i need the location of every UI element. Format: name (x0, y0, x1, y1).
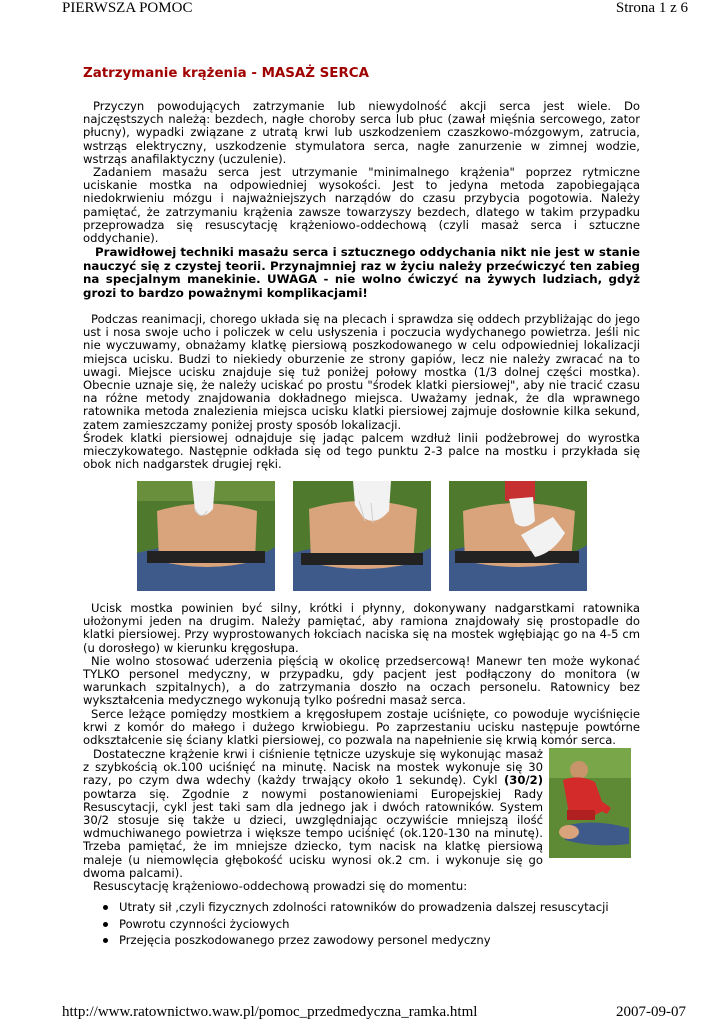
paragraph-continue-until: Resuscytację krążeniowo-oddechową prowadzi się do momentu: (93, 879, 468, 894)
cycle-section (83, 748, 543, 893)
paragraph-compression: Ucisk mostka powinien być silny, krótki i płynny, dokonywany nadgarstkami ratownika ułożonymi jeden na drugim. Należy pamiętać, aby ramiona znajdowały się prostopadle do klatki piersiowej. Przy wyprostowanych łokciach naciska się na mostek wgłębiając go na 4-5 cm (u dorosłego) w kierunku kręgosłupa. (83, 601, 640, 655)
compression-section (83, 602, 640, 747)
photo-step-1 (137, 481, 275, 591)
footer-url: http://www.ratownictwo.waw.pl/pomoc_przedmedyczna_ramka.html (62, 1004, 478, 1020)
paragraph-cycle (83, 748, 543, 880)
intro-section (83, 100, 640, 245)
list-item-text: Utraty sił ,czyli fizycznych zdolności ratowników do prowadzenia dalszej resuscytacji (119, 900, 609, 914)
paragraph-precordial-thump: Nie wolno stosować uderzenia pięścią w okolicę przedsercową! Manewr ten może wykonać TYLKO personel medyczny, w przypadku, gdy pacjent jest podłączony do monitora (w warunkach szpitalnych), a do zatrzymania doszło na oczach personelu. Ratownicy bez wykształcenia medycznego wykonują tylko pośredni masaż serca. (83, 653, 640, 708)
page-title: Zatrzymanie krążenia - MASAŻ SERCA (83, 66, 369, 81)
paragraph-causes: Przyczyn powodujących zatrzymanie lub niewydolność akcji serca jest wiele. Do najczęstszych należą: bezdech, nagłe choroby serca lub płuc (zawał mięśnia sercowego, zator płucny), wypadki związane z utratą krwi lub uszkodzeniem czaszkowo-mózgowym, zatrucia, wstrząs elektryczny, uszkodzenie stymulatora serca, nagłe zanurzenie w zimnej wodzie, wstrząs anafilaktyczny (uczulenie). (83, 99, 640, 166)
paragraph-locate-center: Środek klatki piersiowej odnajduje się jadąc palcem wzdłuż linii podżebrowej do wyrostka mieczykowatego. Następnie odkłada się od tego punktu 2-3 palce na mostku i przykłada się obok nich nadgarstek drugiej ręki. (83, 430, 640, 472)
cycle-ratio: (30/2) (503, 773, 544, 788)
technique-section (83, 313, 640, 471)
paragraph-heart-mechanism: Serce leżące pomiędzy mostkiem a kręgosłupem zostaje uciśnięte, co powoduje wyciśnięcie krwi z komór do małego i dużego krwiobiegu. Po zaprzestaniu ucisku następuje powtórne odkształcenie się ściany klatki piersiowej, co pozwala na napełnienie się krwią komór serca. (83, 706, 640, 748)
warning-paragraph: Prawidłowej techniki masażu serca i sztucznego oddychania nikt nie jest w stanie nauczyć się z czystej teorii. Przynajmniej raz w życiu należy przećwiczyć ten zabieg na specjalnym manekinie. UWAGA - nie wolno ćwiczyć na żywych ludziach, gdyż grozi to bardzo poważnymi komplikacjami! (83, 245, 640, 300)
stop-conditions-list (97, 899, 609, 949)
paragraph-purpose: Zadaniem masażu serca jest utrzymanie "minimalnego krążenia" poprzez rytmiczne uciskanie mostka na odpowiedniej wysokości. Jest to jedyna metoda zapobiegająca niedokrwieniu mózgu i najważniejszych narządów do czasu przybycia pogotowia. Należy pamiętać, że zatrzymaniu krążenia zawsze towarzyszy bezdech, dlatego w takim przypadku przeprowadza się resuscytację krążeniowo-oddechową (czyli masaż serca i sztuczne oddychanie). (83, 165, 640, 246)
header-left: PIERWSZA POMOC (62, 0, 193, 16)
bullet-icon (103, 922, 108, 927)
list-item-text: Przejęcia poszkodowanego przez zawodowy personel medyczny (119, 933, 491, 948)
list-item (97, 899, 609, 916)
photo-step-3 (449, 481, 587, 591)
paragraph-reanimation: Podczas reanimacji, chorego układa się na plecach i sprawdza się oddech przybliżając do jego ust i nosa swoje ucho i policzek w celu usłyszenia i poczucia wydychanego powietrza. Jeśli nic nie wyczuwamy, obnażamy klatkę piersiową poszkodowanego w celu odpowiedniej lokalizacji miejsca ucisku. Budzi to niekiedy oburzenie ze strony gapiów, lecz nie należy zwracać na to uwagi. Miejsce ucisku znajduje się tuż poniżej połowy mostka (1/3 dolnej części mostka). Obecnie uznaje się, że należy uciskać po prostu "środek klatki piersiowej", aby nie tracić czasu na różne metody znajdowania dokładnego miejsca. Uważamy jednak, że dla wprawnego ratownika metoda znalezienia miejsca ucisku klatki piersiowej zajmuje dosłownie kilka sekund, zatem zamieszczamy poniżej prosty sposób lokalizacji. (83, 312, 640, 432)
bullet-icon (103, 938, 108, 943)
list-item (97, 916, 609, 933)
list-item-text: Powrotu czynności życiowych (119, 916, 290, 931)
bullet-icon (103, 905, 108, 910)
header-page-number: Strona 1 z 6 (615, 0, 688, 16)
list-item (97, 932, 609, 949)
cycle-text-start: Dostateczne krążenie krwi i ciśnienie tętnicze uzyskuje się wykonując masaż z szybkością ok.100 uciśnięć na minutę. Nacisk na mostek wykonuje się 30 razy, po czym dwa wdechy (każdy trwający około 1 sekundę). Cykl (83, 747, 543, 788)
footer-date: 2007-09-07 (616, 1004, 686, 1020)
cycle-text-end: powtarza się. Zgodnie z nowymi postanowieniami Europejskiej Rady Resuscytacji, cykl jest taki sam dla jednego jak i dwóch ratowników. System 30/2 stosuje się także u dzieci, uwzględniając oczywiście mniejszą ilość wdmuchiwanego powietrza i większe tempo uciśnięć (ok.120-130 na minutę). Trzeba pamiętać, że im mniejsze dziecko, tym nacisk na klatkę piersiową maleje (u niemowlęcia głębokość ucisku wynosi ok.2 cm. i wykonuje się go dwoma palcami). (83, 786, 543, 880)
photo-step-2 (293, 481, 431, 591)
warning-section (83, 246, 640, 300)
photo-cpr-rescuer (549, 748, 631, 858)
photo-strip (137, 481, 587, 591)
